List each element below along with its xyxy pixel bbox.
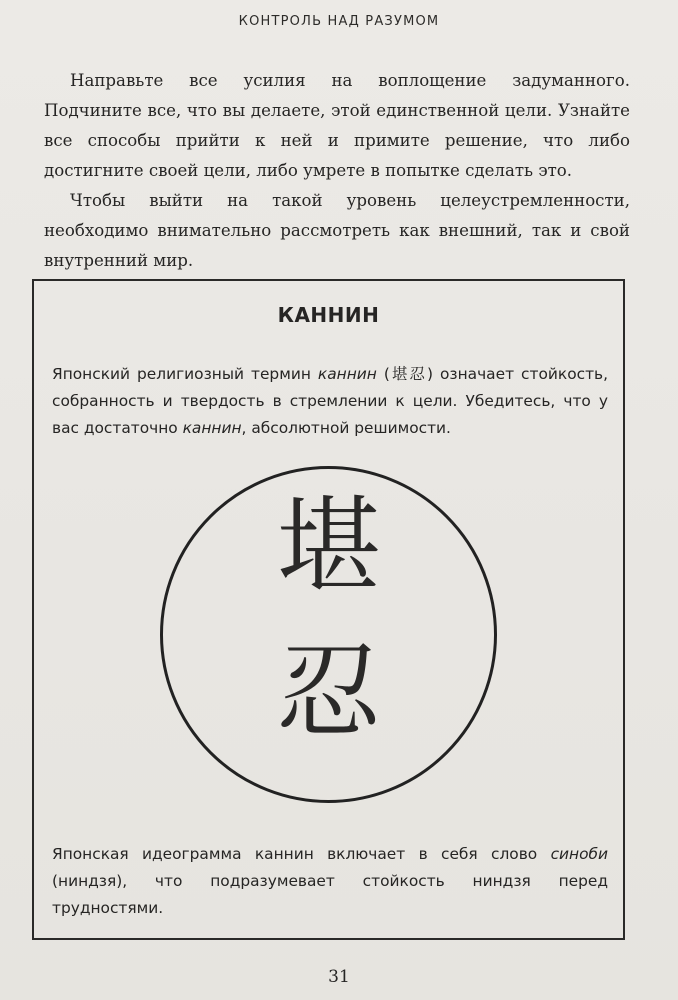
outro-term: синоби <box>550 845 608 863</box>
running-head: КОНТРОЛЬ НАД РАЗУМОМ <box>238 14 440 29</box>
kanji-circle <box>160 466 497 803</box>
intro-text-3: , абсолютной решимости. <box>241 419 451 437</box>
outro-text-1: Японская идеограмма каннин включает в себя слово <box>52 845 551 863</box>
box-title: КАННИН <box>277 303 380 327</box>
box-intro-text <box>52 361 608 442</box>
kanji-kan: 堪 <box>276 485 381 607</box>
page-number: 31 <box>328 967 350 987</box>
body-text <box>44 66 630 276</box>
paragraph-2: Чтобы выйти на такой уровень целеустремленности, необходимо внимательно рассмотреть как внешний, так и свой внутренний мир. <box>44 191 630 270</box>
kannin-sidebar-box <box>32 279 625 940</box>
kanji-nin: 忍 <box>276 631 381 753</box>
intro-term-1: каннин <box>317 365 377 383</box>
outro-text-2: (ниндзя), что подразумевает стойкость ниндзя перед трудностями. <box>52 872 608 917</box>
paragraph-1: Направьте все усилия на воплощение задуманного. Подчините все, что вы делаете, этой единственной цели. Узнайте все способы прийти к ней и примите решение, что либо достигните своей цели, либо умрете в попытке сделать это. <box>44 71 630 180</box>
box-outro-text <box>52 841 608 922</box>
intro-text-2: (堪忍) означает стойкость, собранность и твердость в стремлении к цели. Убедитесь, что у вас достаточно <box>52 365 609 437</box>
intro-text-1: Японский религиозный термин <box>52 365 318 383</box>
intro-term-2: каннин <box>182 419 242 437</box>
